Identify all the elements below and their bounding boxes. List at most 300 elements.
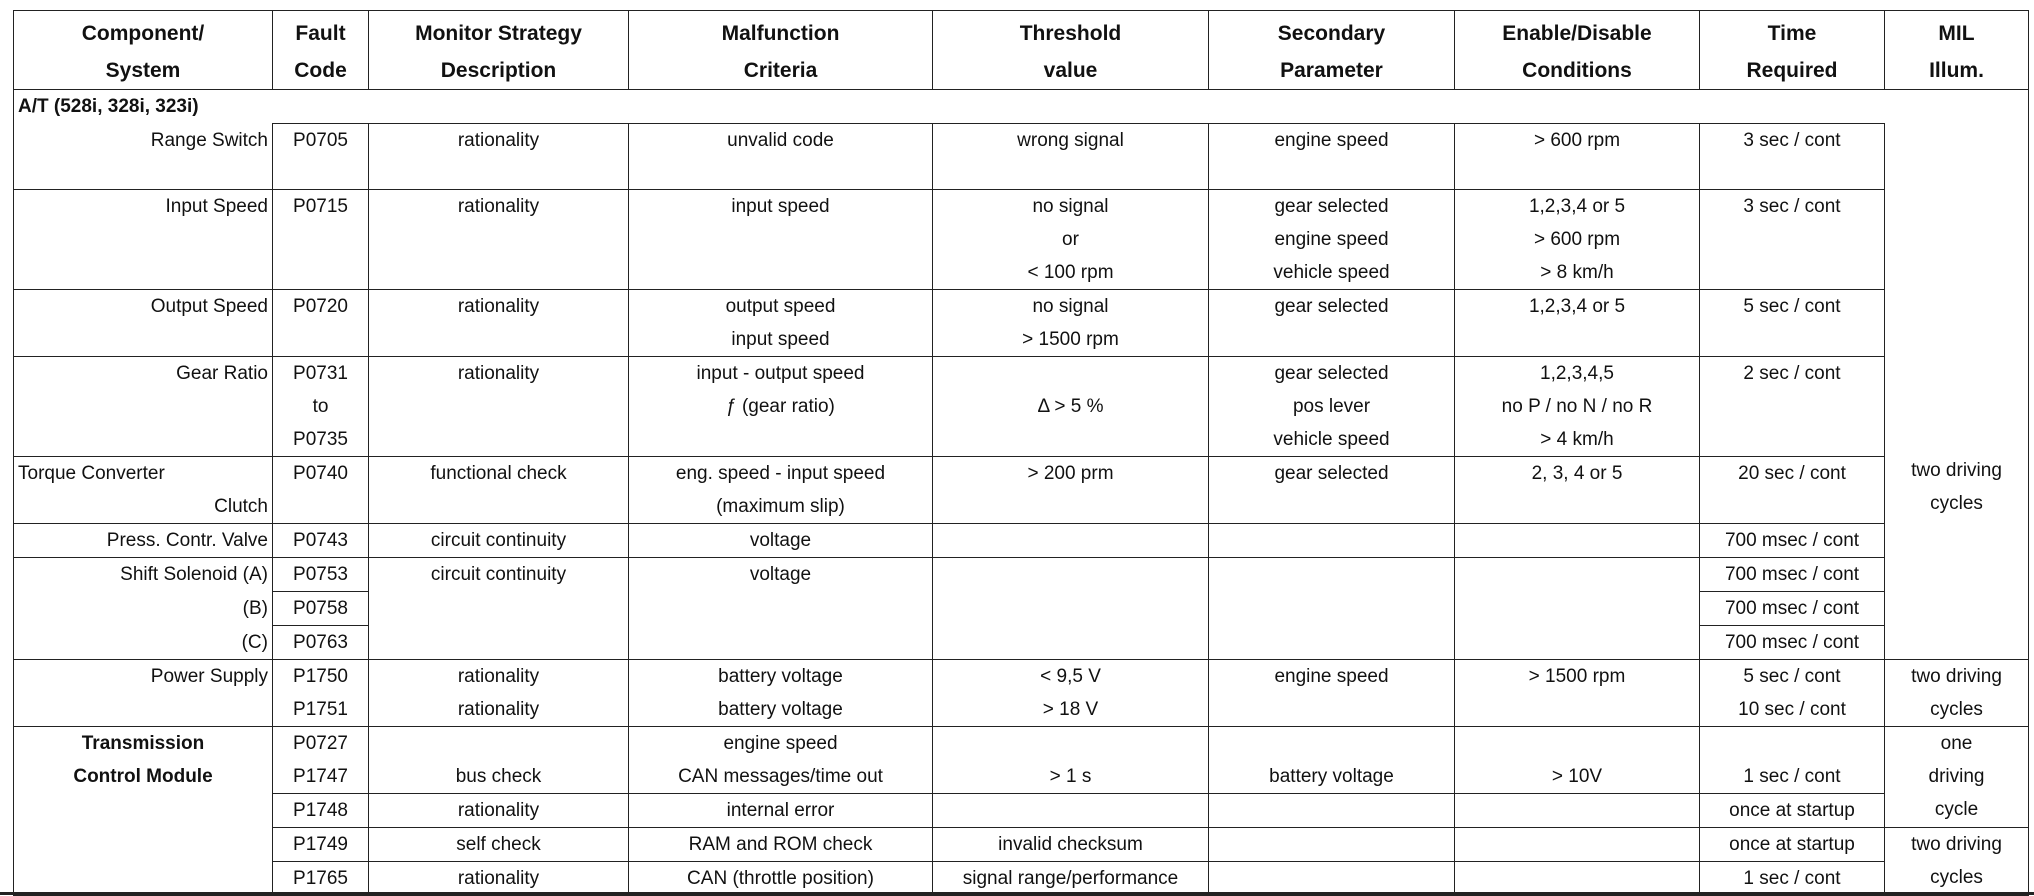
cell-line: P0705: [293, 130, 348, 151]
cell-enable-conditions: [1455, 457, 1700, 524]
cell-threshold: [933, 828, 1209, 862]
col-monitor-strategy: Monitor Strategy Description: [369, 11, 629, 90]
cell-line: 1,2,3,4 or 5: [1528, 296, 1626, 317]
table-row-shift-solenoid-c: [14, 626, 2029, 660]
cell-mil-illum: [1885, 727, 2029, 828]
cell-line: CAN messages/time out: [678, 766, 883, 787]
cell-component: [14, 357, 273, 457]
cell-line: Gear Ratio: [176, 363, 268, 384]
cell-line: engine speed: [723, 733, 838, 754]
cell-line: [1213, 626, 1450, 659]
cell-line: vehicle speed: [1273, 429, 1390, 450]
cell-line: P1748: [293, 800, 348, 821]
cell-monitor-strategy: [369, 124, 629, 190]
cell-line: voltage: [749, 564, 812, 585]
col-fault-code: Fault Code: [273, 11, 369, 90]
cell-line: rationality: [457, 130, 540, 151]
cell-line: 5 sec / cont: [1743, 666, 1841, 687]
cell-line: > 10V: [1551, 766, 1603, 787]
cell-line: [1459, 558, 1695, 591]
cell-line: bus check: [455, 766, 542, 787]
col-component: Component/ System: [14, 11, 273, 90]
cell-time-required: [1700, 862, 1885, 896]
cell-line: Output Speed: [150, 296, 268, 317]
table-row-shift-solenoid-a: [14, 558, 2029, 592]
cell-component: [14, 626, 273, 660]
cell-line: [1459, 626, 1695, 659]
cell-enable-conditions: [1455, 524, 1700, 558]
cell-line: P1765: [293, 868, 348, 889]
cell-line: [1459, 794, 1695, 827]
cell-line: [1213, 592, 1450, 625]
cell-line: engine speed: [1274, 666, 1389, 687]
cell-line: 700 msec / cont: [1724, 530, 1860, 551]
cell-monitor-strategy: [369, 524, 629, 558]
cell-line: P1751: [293, 699, 348, 720]
cell-line: 2, 3, 4 or 5: [1531, 463, 1623, 484]
cell-line: vehicle speed: [1273, 262, 1390, 283]
mil-line: one: [1940, 733, 1973, 754]
cell-line: P1749: [293, 834, 348, 855]
cell-malfunction-criteria: [629, 592, 933, 626]
cell-malfunction-criteria: [629, 357, 933, 457]
cell-line: [937, 592, 1204, 625]
cell-line: [937, 524, 1204, 557]
cell-monitor-strategy: [369, 357, 629, 457]
cell-monitor-strategy: [369, 660, 629, 727]
table-row-tcm-ram-rom: [14, 828, 2029, 862]
cell-mil-illum: [1885, 660, 2029, 727]
cell-line: internal error: [726, 800, 835, 821]
cell-line: signal range/performance: [962, 868, 1179, 889]
cell-line: 1 sec / cont: [1743, 766, 1841, 787]
cell-secondary-parameter: [1209, 190, 1455, 290]
cell-malfunction-criteria: [629, 124, 933, 190]
cell-line: 700 msec / cont: [1724, 598, 1860, 619]
col-threshold: Threshold value: [933, 11, 1209, 90]
cell-time-required: [1700, 558, 1885, 592]
cell-enable-conditions: [1455, 124, 1700, 190]
cell-fault-code: [273, 558, 369, 592]
cell-time-required: [1700, 190, 1885, 290]
cell-line: < 9,5 V: [1040, 666, 1101, 687]
cell-line: [1213, 558, 1450, 591]
cell-secondary-parameter: [1209, 558, 1455, 592]
cell-line: P0731: [293, 363, 348, 384]
cell-line: input speed: [731, 196, 830, 217]
cell-line: eng. speed - input speed: [675, 463, 886, 484]
cell-malfunction-criteria: [629, 457, 933, 524]
cell-line: > 1500 rpm: [1022, 329, 1119, 350]
cell-line: Clutch: [214, 496, 268, 517]
cell-line: [373, 592, 624, 625]
cell-line: P0763: [293, 632, 348, 653]
cell-line: [1459, 524, 1695, 557]
cell-time-required: [1700, 660, 1885, 727]
cell-line: [1213, 862, 1450, 895]
cell-monitor-strategy: [369, 290, 629, 357]
cell-time-required: [1700, 457, 1885, 524]
cell-line: gear selected: [1274, 463, 1389, 484]
cell-line: voltage: [749, 530, 812, 551]
cell-line: > 8 km/h: [1540, 262, 1614, 283]
cell-line: 700 msec / cont: [1724, 564, 1860, 585]
table-row-input-speed: [14, 190, 2029, 290]
mil-line: [1889, 223, 2024, 256]
cell-line: P0743: [293, 530, 348, 551]
cell-line: [18, 794, 268, 827]
cell-monitor-strategy: [369, 558, 629, 592]
cell-fault-code: [273, 357, 369, 457]
cell-line: unvalid code: [727, 130, 834, 151]
section-title: A/T (528i, 328i, 323i): [14, 90, 2029, 124]
mil-line: [1889, 124, 2024, 157]
cell-time-required: [1700, 357, 1885, 457]
cell-line: engine speed: [1274, 130, 1389, 151]
cell-line: [373, 727, 624, 760]
cell-time-required: [1700, 592, 1885, 626]
cell-malfunction-criteria: [629, 524, 933, 558]
cell-line: [1459, 828, 1695, 861]
cell-secondary-parameter: [1209, 794, 1455, 828]
table-row-torque-converter: [14, 457, 2029, 524]
cell-line: rationality: [457, 699, 540, 720]
cell-line: [1459, 862, 1695, 895]
cell-line: pos lever: [1292, 396, 1371, 417]
cell-secondary-parameter: [1209, 660, 1455, 727]
cell-line: > 1500 rpm: [1528, 666, 1626, 687]
cell-line: battery voltage: [718, 666, 843, 687]
cell-line: P0735: [293, 429, 348, 450]
cell-component: [14, 794, 273, 828]
mil-line: two driving: [1911, 459, 2002, 481]
cell-line: P1750: [293, 666, 348, 687]
cell-line: < 100 rpm: [1027, 262, 1114, 283]
cell-line: 1 sec / cont: [1743, 868, 1841, 889]
cell-line: input - output speed: [696, 363, 865, 384]
cell-monitor-strategy: [369, 828, 629, 862]
cell-component: [14, 124, 273, 190]
cell-component: [14, 727, 273, 794]
cell-line: once at startup: [1729, 800, 1855, 821]
cell-line: > 200 prm: [1027, 463, 1114, 484]
cell-line: P0740: [293, 463, 348, 484]
mil-line: [1889, 322, 2024, 355]
cell-line: [937, 558, 1204, 591]
cell-time-required: [1700, 626, 1885, 660]
cell-secondary-parameter: [1209, 457, 1455, 524]
cell-line: Δ > 5 %: [1037, 396, 1104, 417]
cell-line: battery voltage: [718, 699, 843, 720]
cell-line: no P / no N / no R: [1501, 396, 1653, 417]
cell-enable-conditions: [1455, 558, 1700, 592]
cell-secondary-parameter: [1209, 524, 1455, 558]
cell-secondary-parameter: [1209, 290, 1455, 357]
mil-line: [1889, 289, 2024, 322]
bottom-rule: [0, 892, 2034, 895]
cell-line: [937, 357, 1204, 390]
cell-line: Input Speed: [165, 196, 268, 217]
mil-line: [1889, 157, 2024, 190]
mil-line: cycle: [1934, 799, 1979, 820]
cell-line: gear selected: [1274, 196, 1389, 217]
cell-component: [14, 558, 273, 592]
cell-fault-code: [273, 190, 369, 290]
obd-monitor-table: [13, 10, 2029, 896]
cell-line: P0727: [293, 733, 348, 754]
cell-malfunction-criteria: [629, 794, 933, 828]
cell-monitor-strategy: [369, 727, 629, 794]
mil-line: two driving: [1911, 666, 2002, 687]
cell-component: [14, 524, 273, 558]
cell-enable-conditions: [1455, 592, 1700, 626]
cell-line: rationality: [457, 196, 540, 217]
cell-line: functional check: [430, 463, 567, 484]
cell-component: [14, 457, 273, 524]
col-time-required: Time Required: [1700, 11, 1885, 90]
cell-line: rationality: [457, 363, 540, 384]
cell-fault-code: [273, 457, 369, 524]
cell-monitor-strategy: [369, 592, 629, 626]
cell-line: no signal: [1032, 196, 1109, 217]
cell-enable-conditions: [1455, 190, 1700, 290]
cell-threshold: [933, 124, 1209, 190]
cell-threshold: [933, 592, 1209, 626]
cell-enable-conditions: [1455, 290, 1700, 357]
cell-line: [373, 626, 624, 659]
table-row-gear-ratio: [14, 357, 2029, 457]
cell-fault-code: [273, 290, 369, 357]
cell-line: circuit continuity: [430, 530, 567, 551]
cell-malfunction-criteria: [629, 290, 933, 357]
cell-line: rationality: [457, 868, 540, 889]
table-row-power-supply: [14, 660, 2029, 727]
cell-line: 700 msec / cont: [1724, 632, 1860, 653]
cell-line: CAN (throttle position): [687, 868, 874, 889]
cell-enable-conditions: [1455, 727, 1700, 794]
table-row-tcm-can-throttle: [14, 862, 2029, 896]
cell-fault-code: [273, 626, 369, 660]
cell-line: 3 sec / cont: [1743, 130, 1841, 151]
cell-line: [1213, 828, 1450, 861]
cell-threshold: [933, 290, 1209, 357]
cell-line: [18, 828, 268, 861]
col-mil-illum: MIL Illum.: [1885, 11, 2029, 90]
cell-line: [937, 794, 1204, 827]
cell-line: ƒ (gear ratio): [726, 396, 835, 417]
header-row: [14, 11, 2029, 90]
section-row: [14, 90, 2029, 124]
cell-line: or: [1062, 229, 1079, 250]
cell-malfunction-criteria: [629, 626, 933, 660]
mil-line: two driving: [1911, 834, 2002, 855]
cell-line: once at startup: [1729, 834, 1855, 855]
cell-line: 20 sec / cont: [1738, 463, 1846, 484]
cell-fault-code: [273, 124, 369, 190]
cell-component: [14, 290, 273, 357]
cell-enable-conditions: [1455, 862, 1700, 896]
cell-threshold: [933, 626, 1209, 660]
cell-monitor-strategy: [369, 190, 629, 290]
cell-line: engine speed: [1274, 229, 1389, 250]
cell-secondary-parameter: [1209, 124, 1455, 190]
cell-line: battery voltage: [1269, 766, 1394, 787]
cell-line: Transmission: [81, 733, 205, 754]
cell-line: [937, 727, 1204, 760]
cell-monitor-strategy: [369, 794, 629, 828]
cell-line: no signal: [1032, 296, 1109, 317]
cell-enable-conditions: [1455, 828, 1700, 862]
mil-line: [1889, 421, 2024, 454]
cell-enable-conditions: [1455, 660, 1700, 727]
cell-malfunction-criteria: [629, 190, 933, 290]
cell-line: > 4 km/h: [1540, 429, 1614, 450]
col-secondary-parameter: Secondary Parameter: [1209, 11, 1455, 90]
cell-secondary-parameter: [1209, 828, 1455, 862]
cell-time-required: [1700, 794, 1885, 828]
cell-line: (maximum slip): [716, 496, 845, 517]
table-row-tcm-internal: [14, 794, 2029, 828]
table-row-press-contr-valve: [14, 524, 2029, 558]
cell-line: > 1 s: [1049, 766, 1092, 787]
cell-fault-code: [273, 524, 369, 558]
cell-line: Range Switch: [150, 129, 268, 151]
cell-line: rationality: [457, 666, 540, 687]
cell-fault-code: [273, 828, 369, 862]
mil-line: cycles: [1930, 492, 1983, 514]
cell-line: 5 sec / cont: [1743, 296, 1841, 317]
cell-line: Control Module: [73, 766, 213, 787]
cell-line: 3 sec / cont: [1743, 196, 1841, 217]
cell-time-required: [1700, 124, 1885, 190]
cell-line: P0758: [293, 598, 348, 619]
cell-threshold: [933, 660, 1209, 727]
cell-line: [1704, 727, 1880, 760]
cell-line: P0753: [293, 564, 348, 585]
cell-component: [14, 862, 273, 896]
cell-line: Torque Converter: [18, 463, 165, 484]
cell-malfunction-criteria: [629, 862, 933, 896]
cell-line: (B): [242, 597, 268, 619]
cell-line: to: [312, 396, 329, 417]
cell-line: output speed: [725, 296, 836, 317]
cell-monitor-strategy: [369, 457, 629, 524]
cell-secondary-parameter: [1209, 357, 1455, 457]
cell-line: [18, 862, 268, 895]
cell-line: rationality: [457, 800, 540, 821]
cell-time-required: [1700, 828, 1885, 862]
cell-line: Power Supply: [150, 666, 268, 687]
cell-line: [937, 626, 1204, 659]
mil-line: [1889, 388, 2024, 421]
cell-line: 2 sec / cont: [1743, 363, 1841, 384]
cell-line: 1,2,3,4,5: [1540, 363, 1614, 384]
cell-line: [1213, 727, 1450, 760]
cell-component: [14, 828, 273, 862]
cell-mil-illum: [1885, 828, 2029, 896]
mil-line: [1889, 190, 2024, 223]
col-malfunction-criteria: Malfunction Criteria: [629, 11, 933, 90]
cell-line: rationality: [457, 296, 540, 317]
mil-line: [1889, 256, 2024, 289]
cell-enable-conditions: [1455, 357, 1700, 457]
table-row-output-speed: [14, 290, 2029, 357]
cell-enable-conditions: [1455, 626, 1700, 660]
cell-line: [633, 592, 928, 625]
cell-component: [14, 660, 273, 727]
cell-time-required: [1700, 727, 1885, 794]
cell-line: RAM and ROM check: [688, 834, 873, 855]
cell-line: > 18 V: [1042, 699, 1099, 720]
cell-line: self check: [456, 834, 541, 855]
cell-fault-code: [273, 794, 369, 828]
table-row-shift-solenoid-b: [14, 592, 2029, 626]
cell-fault-code: [273, 592, 369, 626]
mil-line: driving: [1928, 766, 1985, 787]
table-row-tcm-bus: [14, 727, 2029, 794]
cell-line: Press. Contr. Valve: [106, 530, 268, 551]
mil-line: cycles: [1930, 699, 1983, 720]
cell-threshold: [933, 794, 1209, 828]
cell-line: (C): [241, 631, 268, 653]
cell-threshold: [933, 190, 1209, 290]
cell-threshold: [933, 862, 1209, 896]
cell-malfunction-criteria: [629, 828, 933, 862]
cell-fault-code: [273, 727, 369, 794]
cell-line: circuit continuity: [430, 564, 567, 585]
cell-fault-code: [273, 862, 369, 896]
cell-line: [633, 626, 928, 659]
cell-malfunction-criteria: [629, 727, 933, 794]
cell-monitor-strategy: [369, 862, 629, 896]
cell-line: > 600 rpm: [1533, 130, 1621, 151]
cell-line: [1459, 592, 1695, 625]
table-row-range-switch: [14, 124, 2029, 190]
cell-secondary-parameter: [1209, 727, 1455, 794]
cell-line: wrong signal: [1017, 130, 1124, 151]
cell-threshold: [933, 457, 1209, 524]
cell-line: gear selected: [1274, 296, 1389, 317]
cell-secondary-parameter: [1209, 626, 1455, 660]
mil-line: cycles: [1930, 867, 1983, 888]
cell-line: P0720: [293, 296, 348, 317]
cell-threshold: [933, 357, 1209, 457]
cell-time-required: [1700, 290, 1885, 357]
cell-line: Shift Solenoid (A): [120, 564, 268, 585]
cell-line: [1459, 727, 1695, 760]
cell-line: gear selected: [1274, 363, 1389, 384]
cell-line: [1213, 794, 1450, 827]
cell-line: 1,2,3,4 or 5: [1528, 196, 1626, 217]
cell-threshold: [933, 524, 1209, 558]
cell-line: input speed: [731, 329, 830, 350]
cell-malfunction-criteria: [629, 558, 933, 592]
cell-monitor-strategy: [369, 626, 629, 660]
cell-threshold: [933, 558, 1209, 592]
cell-line: invalid checksum: [998, 834, 1143, 855]
cell-line: > 600 rpm: [1533, 229, 1621, 250]
col-enable-conditions: Enable/Disable Conditions: [1455, 11, 1700, 90]
mil-line: [1889, 355, 2024, 388]
cell-enable-conditions: [1455, 794, 1700, 828]
cell-threshold: [933, 727, 1209, 794]
cell-secondary-parameter: [1209, 862, 1455, 896]
cell-line: P1747: [293, 766, 348, 787]
cell-line: P0715: [293, 196, 348, 217]
cell-time-required: [1700, 524, 1885, 558]
cell-component: [14, 592, 273, 626]
cell-mil-illum: [1885, 124, 2029, 660]
